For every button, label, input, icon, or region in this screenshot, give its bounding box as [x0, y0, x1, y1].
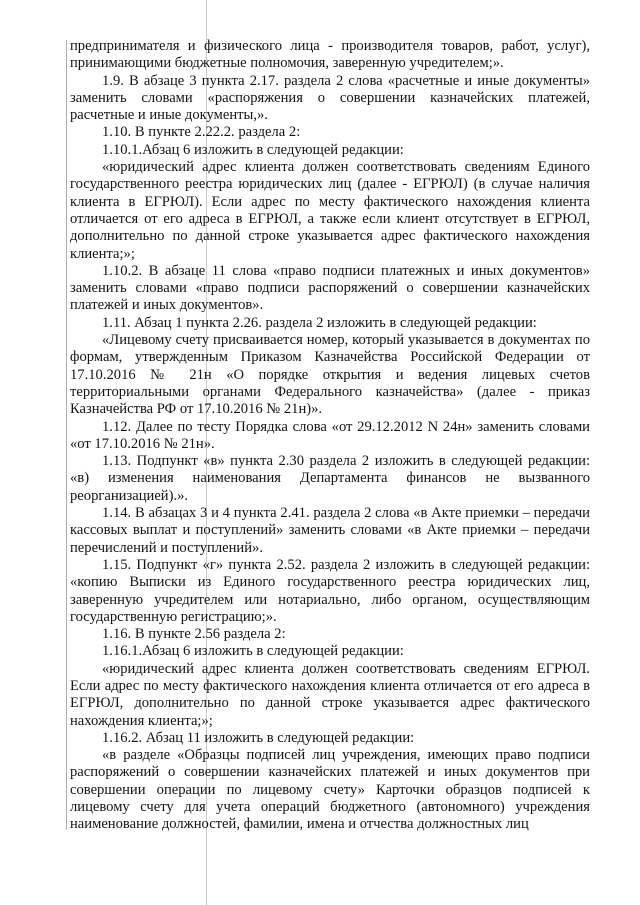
paragraph-1-10-2: 1.10.2. В абзаце 11 слова «право подписи платежных и иных документов» заменить словами «право подписи распоряжений о совершении казначейских платежей и иных документов». — [70, 262, 590, 314]
paragraph-1-10-1-quote: «юридический адрес клиента должен соответствовать сведениям Единого государственного реестра юридических лиц (далее - ЕГРЮЛ) (в случае наличия клиента в ЕГРЮЛ). Если адрес по месту фактического нахождения клиента отличается от его адреса в ЕГРЮЛ, а также если клиент отсутствует в ЕГРЮЛ, дополнительно по данной строке указывается адрес фактического нахождения клиента;»; — [70, 159, 590, 262]
paragraph-1-15: 1.15. Подпункт «г» пункта 2.52. раздела 2 изложить в следующей редакции: «копию Выписки из Единого государственного реестра юридических лиц, заверенную учредителем или нотариально, либо органом, осуществляющим государственную регистрацию;». — [70, 556, 590, 625]
paragraph-1-13: 1.13. Подпункт «в» пункта 2.30 раздела 2 изложить в следующей редакции: «в) изменения наименования Департамента финансов не вызванного реорганизацией).». — [70, 453, 590, 504]
paragraph-1-9: 1.9. В абзаце 3 пункта 2.17. раздела 2 слова «расчетные и иные документы» заменить словами «распоряжения о совершении казначейских платежей, расчетные и иные документы,». — [70, 72, 590, 124]
paragraph-1-11: 1.11. Абзац 1 пункта 2.26. раздела 2 изложить в следующей редакции: — [102, 314, 537, 331]
paragraph-1-16: 1.16. В пункте 2.56 раздела 2: — [102, 626, 286, 643]
paragraph-1-14: 1.14. В абзацах 3 и 4 пункта 2.41. раздела 2 слова «в Акте приемки – передачи кассовых выплат и поступлений» заменить словами «в Акте приемки – передачи перечислений и поступлений». — [70, 505, 590, 556]
paragraph-1: предпринимателя и физического лица - производителя товаров, работ, услуг), принимающими бюджетные полномочия, заверенную учредителем;». — [70, 38, 590, 72]
paragraph-1-10-1: 1.10.1.Абзац 6 изложить в следующей редакции: — [102, 141, 404, 158]
paragraph-1-10: 1.10. В пункте 2.22.2. раздела 2: — [102, 124, 301, 141]
paragraph-1-16-1: 1.16.1.Абзац 6 изложить в следующей редакции: — [102, 643, 404, 660]
paragraph-1-11-quote: «Лицевому счету присваивается номер, который указывается в документах по формам, утвержденным Приказом Казначейства Российской Федерации от 17.10.2016 № 21н «О порядке открытия и ведения лицевых счетов территориальными органами Федерального казначейства» (далее - приказ Казначейства РФ от 17.10.2016 № 21н)». — [70, 332, 590, 418]
paragraph-1-16-2-quote: «в разделе «Образцы подписей лиц учреждения, имеющих право подписи распоряжений о совершении казначейских платежей и иных документов при совершении операции по лицевому счету» Карточки образцов подписей к лицевому счету для учета операций бюджетного (автономного) учреждения наименование должностей, фамилии, имена и отчества должностных лиц — [70, 747, 590, 833]
paragraph-1-16-1-quote: «юридический адрес клиента должен соответствовать сведениям ЕГРЮЛ. Если адрес по месту фактического нахождения клиента отличается от его адреса в ЕГРЮЛ, дополнительно по данной строке указывается адрес фактического нахождения клиента;»; — [70, 660, 590, 729]
document-body — [70, 38, 590, 834]
paragraph-1-12: 1.12. Далее по тесту Порядка слова «от 29.12.2012 N 24н» заменить словами «от 17.10.2016 № 21н». — [70, 418, 590, 452]
scan-artifact-left — [66, 40, 67, 830]
paragraph-1-16-2: 1.16.2. Абзац 11 изложить в следующей редакции: — [102, 729, 415, 746]
